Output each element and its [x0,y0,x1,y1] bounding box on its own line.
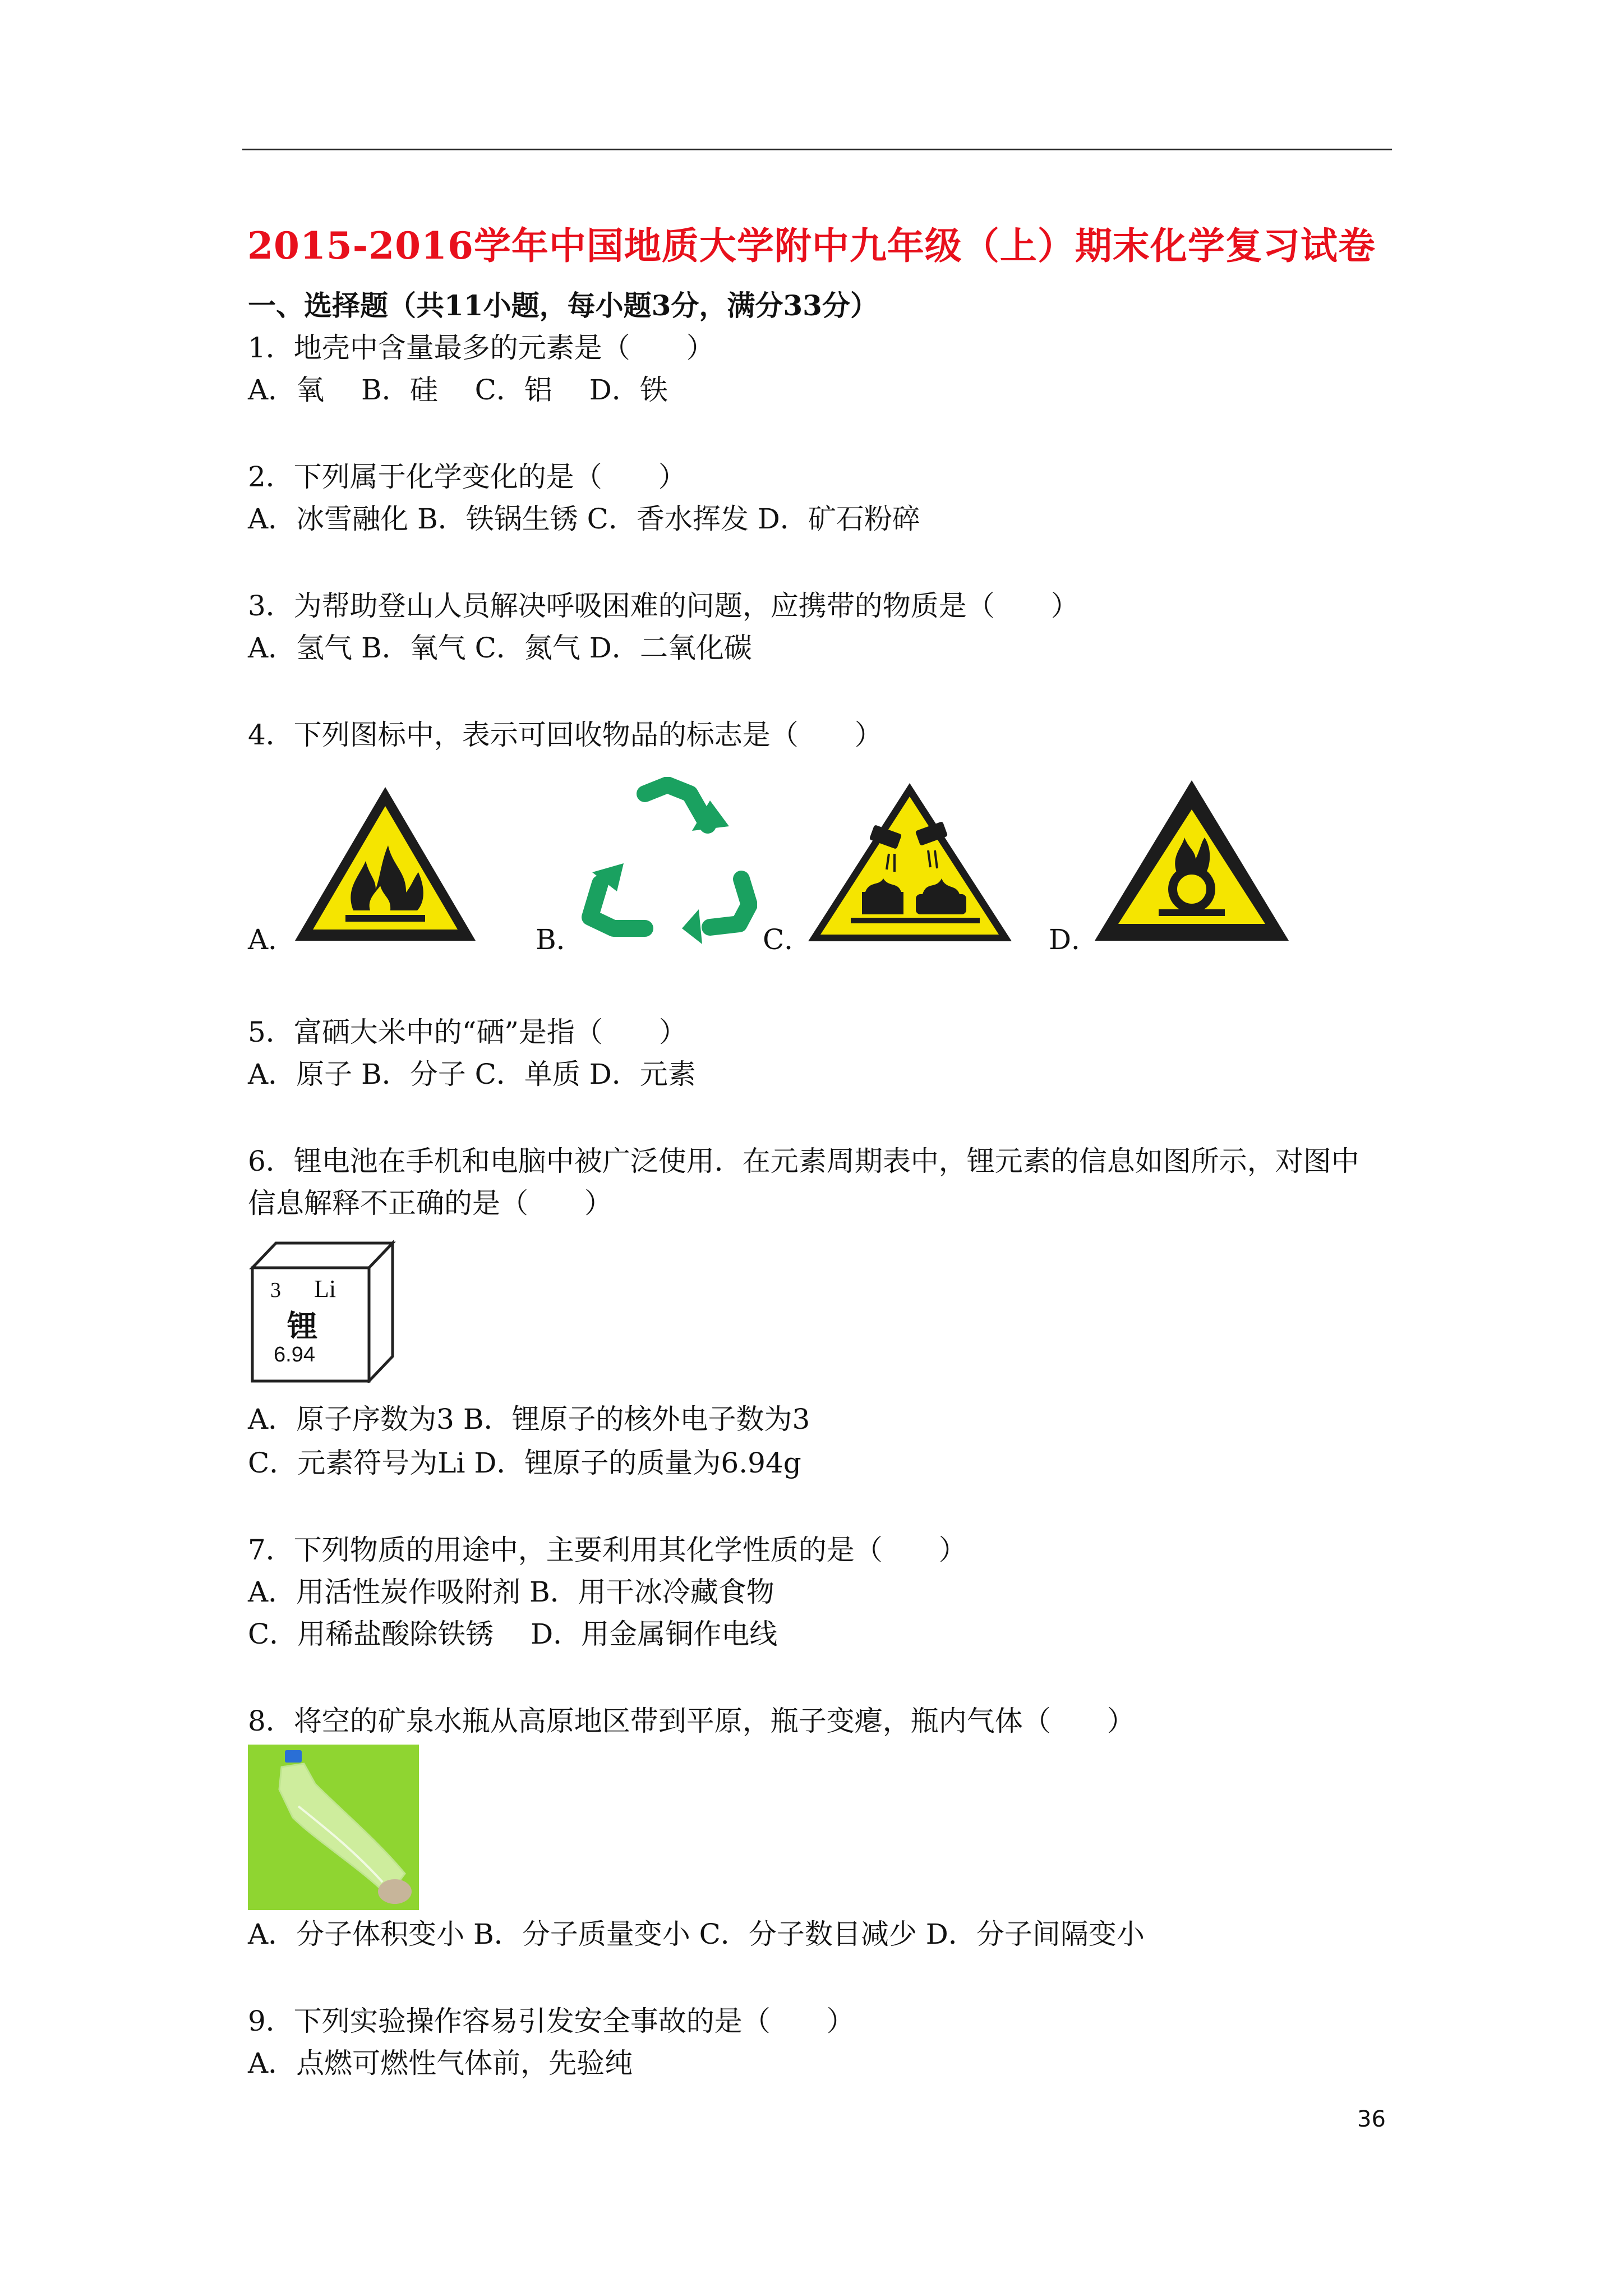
question-5-options: A．原子 B．分子 C．单质 D．元素 [248,1058,696,1091]
page-title: 2015-2016学年中国地质大学附中九年级（上）期末化学复习试卷 [247,224,1376,268]
element-symbol: Li [314,1275,336,1303]
question-3-options: A．氢气 B．氧气 C．氮气 D．二氧化碳 [248,632,752,664]
question-6-options-line-2: C．元素符号为Li D．锂原子的质量为6.94g [248,1447,801,1479]
question-4-label-d: D． [1049,923,1100,956]
question-6-stem-line-1: 6．锂电池在手机和电脑中被广泛使用．在元素周期表中，锂元素的信息如图所示，对图中 [248,1145,1359,1177]
question-4-label-b: B． [536,923,584,956]
page-number: 36 [1357,2106,1386,2132]
lithium-element-tile [248,1240,396,1383]
question-6-options-line-1: A．原子序数为3 B．锂原子的核外电子数为3 [248,1403,810,1435]
question-7-stem: 7．下列物质的用途中，主要利用其化学性质的是（ ） [248,1534,967,1566]
question-6-stem-line-2: 信息解释不正确的是（ ） [248,1187,612,1220]
corrosive-warning-icon [805,780,1015,945]
atomic-number: 3 [270,1278,281,1302]
question-1-options: A．氧 B．硅 C．铝 D．铁 [248,374,668,406]
question-5-stem: 5．富硒大米中的“硒”是指（ ） [248,1016,687,1048]
question-7-options-line-2: C．用稀盐酸除铁锈 D．用金属铜作电线 [248,1618,778,1650]
question-2-stem: 2．下列属于化学变化的是（ ） [248,461,686,493]
question-7-options-line-1: A．用活性炭作吸附剂 B．用干冰冷藏食物 [248,1576,774,1608]
question-2-options: A．冰雪融化 B．铁锅生锈 C．香水挥发 D．矿石粉碎 [248,503,920,535]
bottle-photo [248,1745,419,1910]
oxidizer-warning-icon [1092,777,1292,945]
question-8-options: A．分子体积变小 B．分子质量变小 C．分子数目减少 D．分子间隔变小 [248,1918,1145,1950]
header-rule [242,149,1392,150]
question-4-stem: 4．下列图标中，表示可回收物品的标志是（ ） [248,719,883,751]
recycling-icon [578,777,757,945]
question-9-stem: 9．下列实验操作容易引发安全事故的是（ ） [248,2005,855,2037]
question-8-stem: 8．将空的矿泉水瓶从高原地区带到平原，瓶子变瘪，瓶内气体（ ） [248,1705,1135,1737]
question-4-label-a: A． [248,923,297,956]
element-name: 锂 [287,1309,317,1344]
flammable-warning-icon [292,783,479,945]
atomic-mass: 6.94 [274,1343,315,1366]
question-4-label-c: C． [763,923,813,956]
section-heading: 一、选择题（共11小题，每小题3分，满分33分） [248,289,878,322]
question-3-stem: 3．为帮助登山人员解决呼吸困难的问题，应携带的物质是（ ） [248,590,1079,622]
question-1-stem: 1．地壳中含量最多的元素是（ ） [248,332,714,364]
question-9-option-a: A．点燃可燃性气体前，先验纯 [248,2047,633,2079]
